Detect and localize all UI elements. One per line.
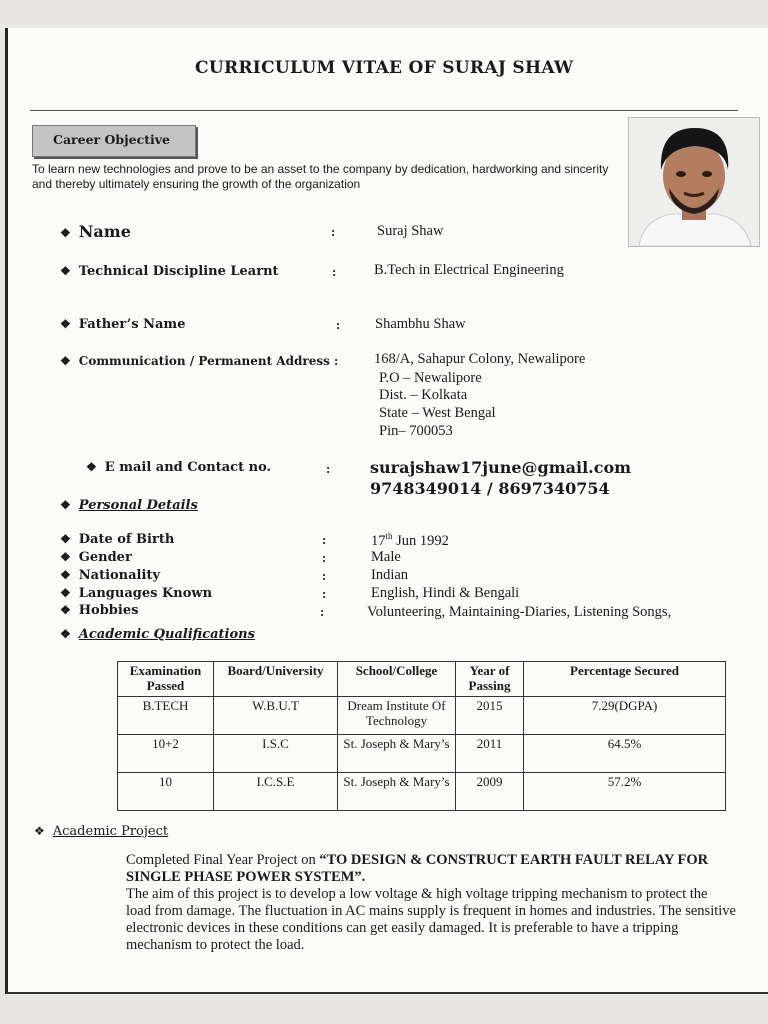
- page-title: CURRICULUM VITAE OF SURAJ SHAW: [195, 58, 574, 78]
- table-cell: I.S.C: [214, 735, 338, 773]
- discipline-value: B.Tech in Electrical Engineering: [374, 262, 564, 278]
- contact-label: ❖ E mail and Contact no.: [86, 460, 272, 475]
- discipline-label: ❖ Technical Discipline Learnt: [60, 264, 279, 279]
- table-header-cell: Examination Passed: [118, 662, 214, 697]
- address-line-3: Dist. – Kolkata: [379, 387, 468, 403]
- academic-table: [117, 661, 726, 811]
- academic-qualifications-heading: ❖ Academic Qualifications: [60, 627, 255, 642]
- address-label: ❖ Communication / Permanent Address: [60, 354, 330, 368]
- table-cell: 10+2: [118, 735, 214, 773]
- table-cell: 7.29(DGPA): [524, 697, 726, 735]
- project-title: “TO DESIGN & CONSTRUCT EARTH FAULT RELAY FOR SINGLE PHASE POWER SYSTEM”.: [126, 852, 709, 885]
- email-value: surajshaw17june@gmail.com: [370, 458, 632, 477]
- hobbies-value: Volunteering, Maintaining-Diaries, Listening Songs,: [367, 604, 672, 620]
- table-header-row: [118, 662, 726, 697]
- languages-label: ❖ Languages Known: [60, 586, 213, 601]
- table-row: [118, 697, 726, 735]
- discipline-colon: :: [332, 264, 337, 279]
- table-cell: 64.5%: [524, 735, 726, 773]
- table-cell: 10: [118, 773, 214, 811]
- project-description: Completed Final Year Project on “TO DESIGN & CONSTRUCT EARTH FAULT RELAY FOR SINGLE PHASE POWER SYSTEM”. The aim of this project is to develop a low voltage & high voltage tripping mechanism to protect the load from damage. The fluctuation in AC mains supply is frequent in homes and industries. The sensitive electronic devices in these conditions can get easily damaged. It is preferable to have a tripping mechanism to protect the load.: [126, 852, 736, 953]
- gender-label: ❖ Gender: [60, 550, 132, 565]
- table-header-cell: Percentage Secured: [524, 662, 726, 697]
- table-cell: 2015: [456, 697, 524, 735]
- address-line-4: State – West Bengal: [379, 405, 496, 421]
- father-label: ❖ Father’s Name: [60, 317, 186, 332]
- career-objective-text: To learn new technologies and prove to be an asset to the company by dedication, hardworking and sincerity and thereby ultimately ensuring the growth of the organization: [32, 162, 609, 191]
- table-cell: 57.2%: [524, 773, 726, 811]
- dob-colon: :: [322, 532, 327, 547]
- table-header-cell: Board/University: [214, 662, 338, 697]
- table-cell: B.TECH: [118, 697, 214, 735]
- table-cell: W.B.U.T: [214, 697, 338, 735]
- career-objective-heading: Career Objective: [32, 125, 196, 157]
- dob-label: ❖ Date of Birth: [60, 532, 175, 547]
- hobbies-label: ❖ Hobbies: [60, 603, 139, 618]
- father-value: Shambhu Shaw: [375, 316, 466, 332]
- address-colon: :: [334, 353, 339, 368]
- academic-project-heading: ❖ Academic Project: [34, 824, 169, 839]
- languages-colon: :: [322, 586, 327, 601]
- title-divider: [30, 110, 738, 111]
- name-value: Suraj Shaw: [377, 223, 444, 239]
- languages-value: English, Hindi & Bengali: [371, 585, 520, 601]
- table-cell: St. Joseph & Mary’s: [338, 735, 456, 773]
- table-header-cell: Year of Passing: [456, 662, 524, 697]
- person-photo-icon: [629, 118, 759, 246]
- table-cell: St. Joseph & Mary’s: [338, 773, 456, 811]
- table-row: [118, 773, 726, 811]
- table-cell: 2009: [456, 773, 524, 811]
- father-colon: :: [336, 317, 341, 332]
- profile-photo: [628, 117, 760, 247]
- dob-value: 17th Jun 1992: [371, 531, 449, 549]
- address-line-1: 168/A, Sahapur Colony, Newalipore: [374, 351, 586, 367]
- name-label: ❖ Name: [60, 222, 131, 241]
- gender-value: Male: [371, 549, 401, 565]
- table-cell: 2011: [456, 735, 524, 773]
- nationality-label: ❖ Nationality: [60, 568, 160, 583]
- table-header-cell: School/College: [338, 662, 456, 697]
- name-colon: :: [331, 224, 336, 239]
- address-line-5: Pin– 700053: [379, 423, 453, 439]
- address-line-2: P.O – Newalipore: [379, 370, 482, 386]
- personal-details-heading: ❖ Personal Details: [60, 498, 198, 513]
- nationality-value: Indian: [371, 567, 409, 583]
- table-row: [118, 735, 726, 773]
- nationality-colon: :: [322, 568, 327, 583]
- contact-colon: :: [326, 461, 331, 476]
- phone-value: 9748349014 / 8697340754: [370, 479, 610, 498]
- gender-colon: :: [322, 550, 327, 565]
- project-body: The aim of this project is to develop a low voltage & high voltage tripping mechanism to protect the load from damage. The fluctuation in AC mains supply is frequent in homes and industries. The sensitive electronic devices in these conditions can get easily damaged. It is preferable to have a tripping mechanism to protect the load.: [126, 886, 736, 953]
- table-cell: I.C.S.E: [214, 773, 338, 811]
- table-cell: Dream Institute Of Technology: [338, 697, 456, 735]
- hobbies-colon: :: [320, 604, 325, 619]
